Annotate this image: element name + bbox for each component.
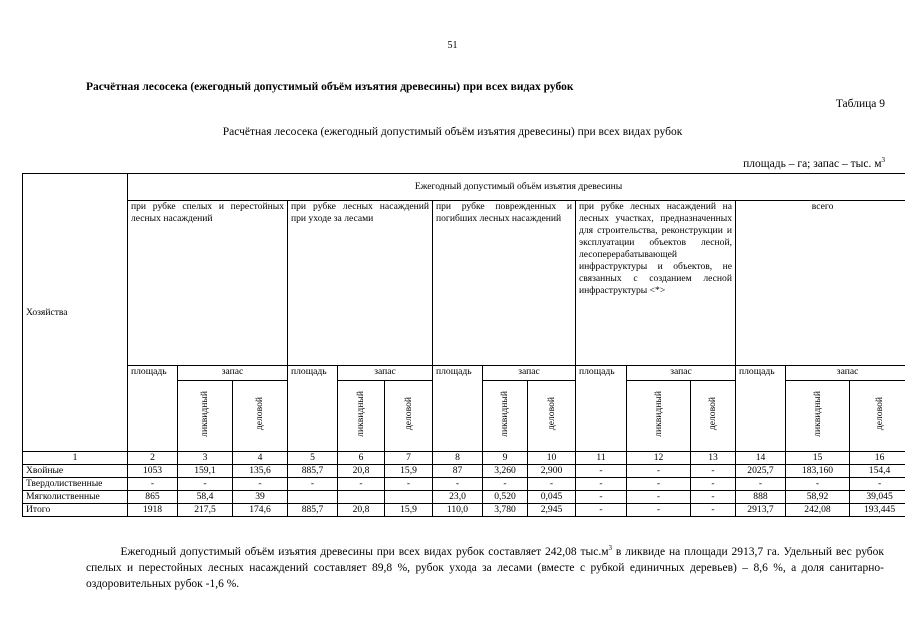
sub-liquid-cell: [178, 381, 233, 452]
table-title: Расчётная лесосека (ежегодный допустимый объём изъятия древесины) при всех видах рубок: [222, 126, 683, 138]
column-number: 10: [528, 452, 576, 465]
page-number: 51: [447, 40, 458, 51]
cell: -: [736, 478, 786, 491]
table-row: [23, 465, 905, 478]
cell: -: [691, 478, 736, 491]
column-number: 6: [338, 452, 385, 465]
summary-text-1: Ежегодный допустимый объём изъятия древесины при всех видах рубок составляет 242,08 тыс.м: [120, 546, 609, 558]
table-row: [23, 491, 905, 504]
cell: -: [233, 478, 288, 491]
group-header-care-felling: при рубке лесных насаждений при уходе за лесами: [288, 201, 433, 366]
sub-business: деловой: [254, 397, 265, 431]
sub-business-cell: [850, 381, 905, 452]
sub-liquid-cell: [483, 381, 528, 452]
summary-paragraph: [86, 544, 884, 592]
sub-business: деловой: [402, 397, 414, 431]
sub-stock: запас: [483, 366, 576, 381]
units-sup: 3: [881, 156, 885, 165]
sub-liquid: ликвидный: [499, 391, 510, 437]
cell: -: [576, 504, 627, 517]
cell: -: [288, 478, 338, 491]
sub-business: деловой: [873, 397, 885, 431]
cell: -: [576, 465, 627, 478]
cell: 2,900: [528, 465, 576, 478]
cell: 58,92: [786, 491, 850, 504]
cell: 242,08: [786, 504, 850, 517]
group-header-mature-felling: при рубке спелых и перестойных лесных насаждений: [128, 201, 288, 366]
column-number: 11: [576, 452, 627, 465]
cell: 3,780: [483, 504, 528, 517]
column-number: 3: [178, 452, 233, 465]
cell: 15,9: [385, 465, 433, 478]
cell: 3,260: [483, 465, 528, 478]
cell: 23,0: [433, 491, 483, 504]
column-number: 5: [288, 452, 338, 465]
units-text: площадь – га; запас – тыс. м: [743, 158, 882, 170]
cell: -: [627, 491, 691, 504]
cell: -: [691, 504, 736, 517]
cell: 193,445: [850, 504, 905, 517]
column-number: 1: [23, 452, 128, 465]
header-allowable-volume: Ежегодный допустимый объём изъятия древесины: [128, 174, 905, 201]
row-name: Итого: [23, 504, 128, 517]
cell: 885,7: [288, 465, 338, 478]
cell: 39,045: [850, 491, 905, 504]
sub-liquid-cell: [338, 381, 385, 452]
column-number: 16: [850, 452, 905, 465]
column-number: 8: [433, 452, 483, 465]
sub-area: площадь: [128, 366, 178, 452]
cell: -: [433, 478, 483, 491]
column-number: 9: [483, 452, 528, 465]
cell: 183,160: [786, 465, 850, 478]
allowable-cut-table: [22, 173, 905, 517]
cell: 888: [736, 491, 786, 504]
cell: 0,520: [483, 491, 528, 504]
cell: 15,9: [385, 504, 433, 517]
cell: 159,1: [178, 465, 233, 478]
cell: 2025,7: [736, 465, 786, 478]
table-row: [23, 478, 905, 491]
group-header-construction-felling: при рубке лесных насаждений на лесных участках, предназначенных для строительства, реконструкции и эксплуатации объектов лесной, лесоперерабатывающей инфраструктуры и объектов, не связанных с созданием лесной инфраструктуры <*>: [576, 201, 736, 366]
sub-stock: запас: [178, 366, 288, 381]
cell: -: [128, 478, 178, 491]
sub-business-cell: [233, 381, 288, 452]
units-note: [743, 158, 885, 170]
cell: -: [691, 491, 736, 504]
column-number: 7: [385, 452, 433, 465]
sub-liquid: ликвидный: [652, 391, 664, 437]
row-name: Мягколиственные: [23, 491, 128, 504]
section-heading: Расчётная лесосека (ежегодный допустимый объём изъятия древесины) при всех видах рубок: [86, 81, 574, 93]
column-number: 2: [128, 452, 178, 465]
sub-stock: запас: [786, 366, 905, 381]
sub-area: площадь: [288, 366, 338, 452]
cell: [288, 491, 338, 504]
cell: 58,4: [178, 491, 233, 504]
cell: -: [786, 478, 850, 491]
summary-text-2: в ликвиде на площади 2913,7 га. Удельный вес рубок спелых и перестойных лесных насаждений составляет 89,8 %, рубок ухода за лесами (вместе с рубкой единичных деревьев) – 8,6 %, а доля санитарно-оздоровительных рубок -1,6 %.: [86, 546, 884, 590]
summary-sup: 3: [608, 544, 612, 553]
cell: -: [627, 504, 691, 517]
sub-stock: запас: [627, 366, 736, 381]
sub-stock: запас: [338, 366, 433, 381]
column-numbers-row: [23, 452, 905, 465]
cell: 174,6: [233, 504, 288, 517]
table-row-total: [23, 504, 905, 517]
sub-liquid-cell: [786, 381, 850, 452]
cell: -: [385, 478, 433, 491]
cell: -: [627, 465, 691, 478]
table-label: Таблица 9: [835, 98, 885, 110]
header-farms: Хозяйства: [23, 174, 128, 452]
cell: 20,8: [338, 504, 385, 517]
group-header-damaged-felling: при рубке поврежденных и погибших лесных насаждений: [433, 201, 576, 366]
cell: -: [627, 478, 691, 491]
cell: 0,045: [528, 491, 576, 504]
cell: 154,4: [850, 465, 905, 478]
sub-liquid-cell: [627, 381, 691, 452]
row-name: Твердолиственные: [23, 478, 128, 491]
column-number: 13: [691, 452, 736, 465]
sub-liquid: ликвидный: [811, 391, 823, 437]
sub-area: площадь: [433, 366, 483, 452]
cell: 20,8: [338, 465, 385, 478]
cell: -: [528, 478, 576, 491]
cell: 217,5: [178, 504, 233, 517]
sub-business-cell: [385, 381, 433, 452]
cell: 1053: [128, 465, 178, 478]
cell: 87: [433, 465, 483, 478]
row-name: Хвойные: [23, 465, 128, 478]
cell: 2913,7: [736, 504, 786, 517]
cell: [385, 491, 433, 504]
sub-liquid: ликвидный: [199, 391, 210, 437]
cell: 865: [128, 491, 178, 504]
column-number: 4: [233, 452, 288, 465]
cell: 885,7: [288, 504, 338, 517]
cell: -: [483, 478, 528, 491]
column-number: 15: [786, 452, 850, 465]
cell: 110,0: [433, 504, 483, 517]
cell: -: [691, 465, 736, 478]
sub-business: деловой: [707, 397, 718, 431]
cell: 135,6: [233, 465, 288, 478]
sub-area: площадь: [736, 366, 786, 452]
sub-business: деловой: [545, 397, 557, 431]
sub-area: площадь: [576, 366, 627, 452]
column-number: 14: [736, 452, 786, 465]
cell: 1918: [128, 504, 178, 517]
cell: -: [178, 478, 233, 491]
group-header-total: всего: [736, 201, 905, 366]
sub-business-cell: [528, 381, 576, 452]
cell: -: [576, 491, 627, 504]
cell: -: [850, 478, 905, 491]
cell: [338, 491, 385, 504]
cell: 39: [233, 491, 288, 504]
cell: 2,945: [528, 504, 576, 517]
cell: -: [338, 478, 385, 491]
column-number: 12: [627, 452, 691, 465]
sub-liquid: ликвидный: [355, 391, 366, 437]
cell: -: [576, 478, 627, 491]
sub-business-cell: [691, 381, 736, 452]
